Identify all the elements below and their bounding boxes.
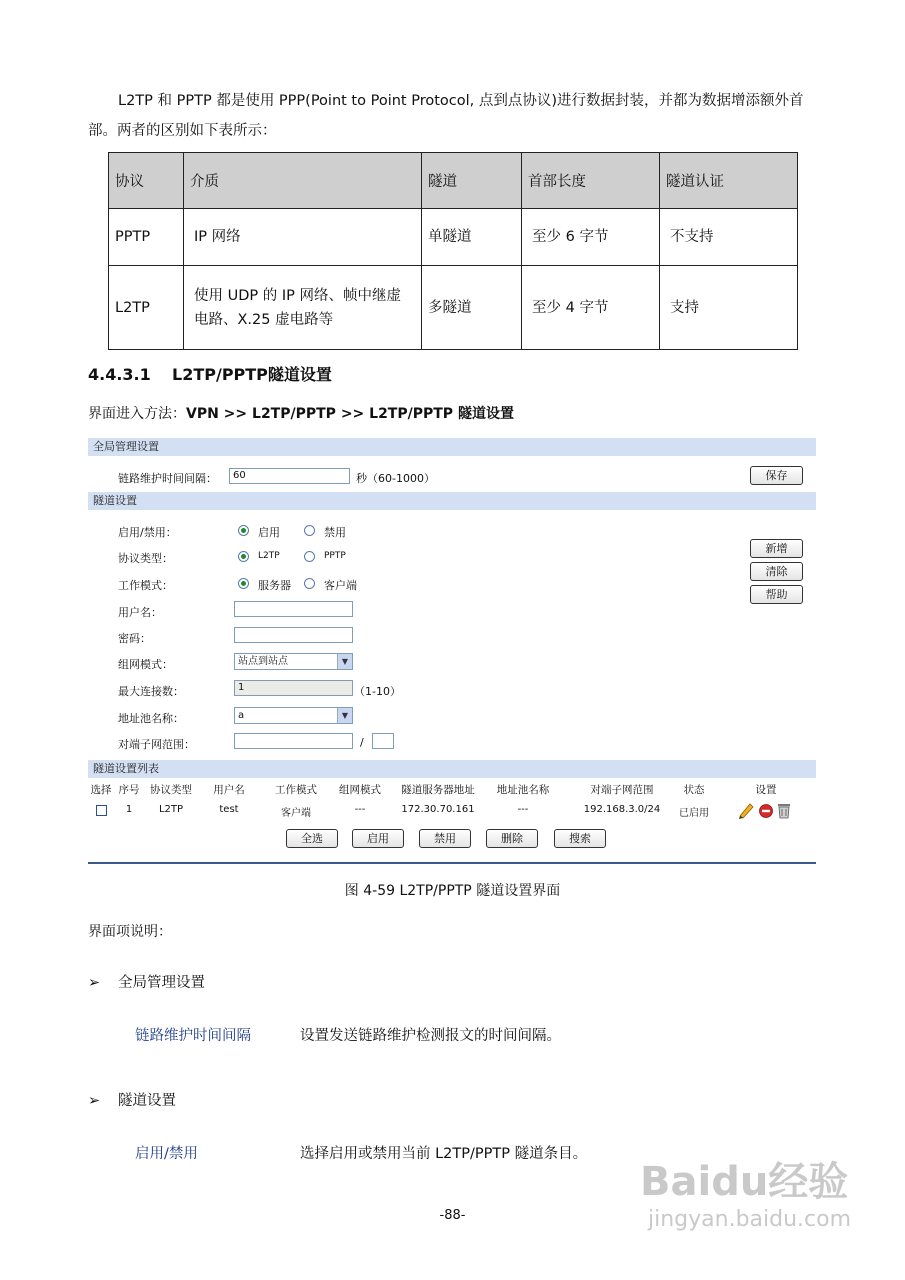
table-cell: 使用 UDP 的 IP 网络、帧中继虚电路、X.25 虚电路等 [184,266,422,350]
arrow-bullet-icon: ➢ [88,1093,101,1109]
table-header: 介质 [184,153,422,209]
disable-button[interactable]: 禁用 [419,829,471,848]
network-mode-select[interactable] [234,653,353,670]
row-peer-subnet: 192.168.3.0/24 [583,804,661,815]
watermark-logo: Baidu经验 [640,1159,849,1205]
pptp-option-label: PPTP [324,551,346,561]
help-button[interactable]: 帮助 [750,585,803,604]
table-cell: PPTP [109,209,184,266]
section-number: 4.4.3.1 [88,365,151,384]
explanation-enable-disable: 选择启用或禁用当前 L2TP/PPTP 隧道条目。 [300,1146,588,1162]
bullet-global-settings [88,971,205,992]
client-radio[interactable] [304,578,315,589]
row-checkbox[interactable] [96,805,107,816]
arrow-bullet-icon: ➢ [88,975,101,991]
l2tp-radio[interactable] [238,551,249,562]
tunnel-settings-bar: 隧道设置 [88,492,816,510]
edit-icon[interactable] [739,804,753,819]
search-button[interactable]: 搜索 [554,829,606,848]
network-mode-value: 站点到站点 [238,656,288,667]
peer-subnet-label: 对端子网范围： [118,738,195,751]
table-cell: L2TP [109,266,184,350]
username-label: 用户名： [118,606,162,619]
term-keepalive: 链路维护时间间隔 [135,1028,251,1044]
max-connections-label: 最大连接数： [118,685,184,698]
client-option-label: 客户端 [324,579,357,592]
disable-radio[interactable] [304,525,315,536]
panel-divider [88,862,816,864]
table-cell: 多隧道 [422,266,522,350]
list-header: 用户名 [213,784,245,796]
row-username: test [219,804,239,815]
l2tp-option-label: L2TP [258,551,280,561]
row-protocol: L2TP [158,804,184,815]
item-description-heading: 界面项说明： [88,924,172,940]
section-heading [88,362,332,385]
row-server-address: 172.30.70.161 [401,804,475,815]
address-pool-select[interactable] [234,707,353,724]
peer-subnet-ip-input[interactable] [234,733,353,749]
keepalive-label: 链路维护时间间隔： [118,472,217,485]
work-mode-label: 工作模式： [118,579,173,592]
protocol-label: 协议类型： [118,552,173,565]
nav-prefix: 界面进入方法： [88,406,186,422]
enable-radio[interactable] [238,525,249,536]
list-header: 序号 [118,784,140,796]
table-cell: 不支持 [660,209,798,266]
nav-path-text: VPN >> L2TP/PPTP >> L2TP/PPTP 隧道设置 [186,406,514,422]
list-header: 协议类型 [150,784,192,796]
table-cell: IP 网络 [184,209,422,266]
bullet-text: 全局管理设置 [118,975,205,991]
password-label: 密码： [118,632,151,645]
max-connections-input[interactable]: 1 [234,680,353,696]
term-enable-disable: 启用/禁用 [135,1146,198,1162]
chevron-down-icon: ▼ [337,654,352,669]
table-header: 隧道认证 [660,153,798,209]
list-header: 隧道服务器地址 [401,784,475,796]
select-all-button[interactable]: 全选 [286,829,338,848]
clear-button[interactable]: 清除 [750,562,803,581]
chevron-down-icon: ▼ [337,708,352,723]
delete-button[interactable]: 删除 [486,829,538,848]
list-header: 对端子网范围 [590,784,654,796]
username-input[interactable] [234,601,353,617]
save-button[interactable]: 保存 [750,466,803,485]
table-header: 首部长度 [522,153,660,209]
section-title: L2TP/PPTP隧道设置 [172,365,332,384]
table-header: 隧道 [422,153,522,209]
bullet-tunnel-settings [88,1089,176,1110]
disable-option-label: 禁用 [324,526,346,539]
list-header: 设置 [755,784,777,796]
list-header: 选择 [90,784,112,796]
peer-subnet-separator: / [360,736,364,749]
global-settings-bar: 全局管理设置 [88,438,816,456]
tunnel-settings-panel [88,438,816,864]
address-pool-label: 地址池名称： [118,712,184,725]
list-header: 状态 [683,784,705,796]
row-index: 1 [125,804,133,815]
table-header: 协议 [109,153,184,209]
password-input[interactable] [234,627,353,643]
row-network-mode: --- [354,804,366,815]
figure-caption: 图 4-59 L2TP/PPTP 隧道设置界面 [344,883,561,899]
list-header: 地址池名称 [496,784,550,796]
enable-option-label: 启用 [258,526,280,539]
peer-subnet-mask-input[interactable] [372,733,394,749]
row-actions [738,801,800,819]
list-header: 工作模式 [275,784,317,796]
enable-label: 启用/禁用： [118,526,177,539]
table-cell: 支持 [660,266,798,350]
nav-path [88,403,514,423]
page-number: -88- [439,1208,466,1223]
bullet-text: 隧道设置 [118,1093,176,1109]
disable-icon[interactable] [760,805,773,818]
keepalive-hint: 秒（60-1000） [356,472,435,485]
server-option-label: 服务器 [258,579,291,592]
address-pool-value: a [238,710,245,721]
row-work-mode: 客户端 [281,808,311,819]
table-cell: 至少 6 字节 [522,209,660,266]
server-radio[interactable] [238,578,249,589]
tunnel-list-bar: 隧道设置列表 [88,760,816,778]
watermark-url: jingyan.baidu.com [648,1207,852,1232]
row-address-pool: --- [517,804,529,815]
list-header: 组网模式 [339,784,381,796]
table-cell: 单隧道 [422,209,522,266]
enable-button[interactable]: 启用 [352,829,404,848]
keepalive-input[interactable]: 60 [229,468,350,484]
delete-icon[interactable] [778,804,790,818]
max-connections-hint: （1-10） [354,685,401,698]
pptp-radio[interactable] [304,551,315,562]
explanation-keepalive: 设置发送链路维护检测报文的时间间隔。 [300,1028,561,1044]
row-status: 已启用 [679,808,709,819]
table-cell: 至少 4 字节 [522,266,660,350]
intro-paragraph: L2TP 和 PPTP 都是使用 PPP(Point to Point Protocol, 点到点协议)进行数据封装，并都为数据增添额外首部。两者的区别如下表所示： [88,93,804,139]
add-button[interactable]: 新增 [750,539,803,558]
network-mode-label: 组网模式： [118,658,173,671]
comparison-table [108,152,798,350]
